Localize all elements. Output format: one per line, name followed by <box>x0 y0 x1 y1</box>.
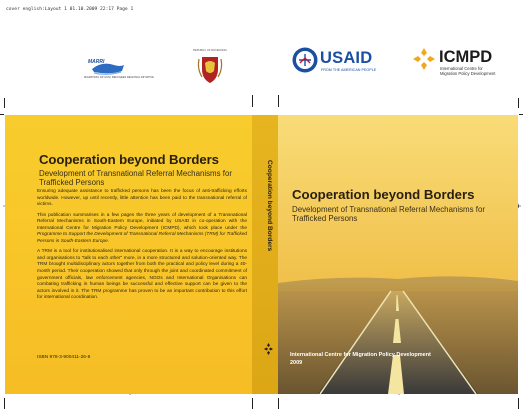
crop-mark <box>518 398 519 409</box>
usaid-name: USAID <box>320 49 373 67</box>
icmpd-tagline-line2: Migration Policy Development <box>440 71 496 76</box>
front-year: 2009 <box>290 360 303 366</box>
coat-of-arms-icon <box>196 49 224 85</box>
printer-slug: cover english:Layout 1 01.10.2009 22:17 Page 1 <box>6 7 134 12</box>
isbn: ISBN 978-3-900411-26-8 <box>37 355 91 360</box>
back-subtitle: Development of Transnational Referral Mechanisms for Trafficked Persons <box>39 169 232 188</box>
front-subtitle: Development of Transnational Referral Mechanisms for Trafficked Persons <box>292 205 485 224</box>
crop-mark <box>4 398 5 409</box>
back-paragraph-1: Ensuring adequate assistance to trafficked persons has been the focus of anti-trafficking efforts worldwide. However, up until recently, little attention has been paid to the transnational referral of victims. <box>37 189 247 208</box>
icmpd-tagline <box>440 66 495 76</box>
back-paragraph-2 <box>37 213 247 246</box>
icmpd-tagline-line1: International Centre for <box>440 66 483 71</box>
back-paragraph-2-programme: Programme to Support the Development of Transnational Referral Mechanisms (TRM) for Trafficked Persons in South-Eastern Europe. <box>37 232 247 244</box>
usaid-tagline: FROM THE AMERICAN PEOPLE <box>321 68 377 72</box>
spine-title-wrap <box>261 160 273 300</box>
crop-mark <box>278 398 279 409</box>
front-publisher: International Centre for Migration Policy Development <box>290 352 431 358</box>
spine-icmpd-icon <box>264 343 273 357</box>
crop-mark <box>252 95 253 107</box>
back-paragraph-3: A TRM is a tool for institutionalised international cooperation. It is a way to encourage institutions and organisations to "talk to each other" more, in a more structured and solution-oriented way. The TRM brought multidisciplinary actors together from both the practical and policy level during a 40-month period. Their cooperation showed that only through the joint and coordinated commitment of government officials, law enforcement agencies, NGOs and International Organisations can combating trafficking in human beings be successful and effective support can be given to the actors involved in it. The TRM programme has proven to be an important contribution to this effort for international coordination. <box>37 249 247 301</box>
crop-mark <box>518 98 519 108</box>
back-body-text <box>37 189 247 306</box>
crop-mark <box>252 398 253 409</box>
back-paragraph-2-lead: This publication summarises in a few pages the three years of development of a Transnational Referral Mechanisms in South-Eastern Europe, initiated by USAID in co-operation with the International Centre for Migration Policy Development (ICMPD), which took place under the <box>37 212 247 231</box>
icmpd-name: ICMPD <box>439 48 493 66</box>
crop-mark <box>519 114 523 115</box>
usaid-seal-icon <box>292 47 318 73</box>
crop-mark <box>4 98 5 108</box>
crop-mark <box>278 95 279 107</box>
crop-mark <box>0 114 4 115</box>
front-title: Cooperation beyond Borders <box>292 187 475 202</box>
marri-name: MARRI <box>88 59 105 65</box>
spine-title: Cooperation beyond Borders <box>266 160 273 252</box>
icmpd-logo-icon <box>412 47 436 71</box>
front-publisher-block <box>290 351 431 367</box>
crest-caption: REPUBLIC OF MACEDONIA <box>193 49 227 52</box>
marri-tagline: MIGRATION, ASYLUM, REFUGEES REGIONAL INITIATIVE <box>84 76 154 79</box>
back-title: Cooperation beyond Borders <box>39 152 219 167</box>
